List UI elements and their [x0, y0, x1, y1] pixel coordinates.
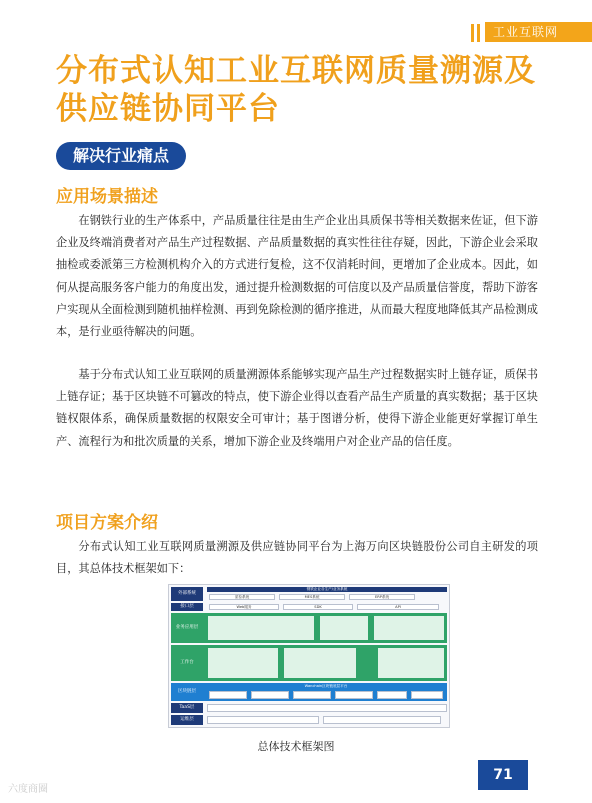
- row-interface: [171, 603, 447, 611]
- blockchain-item: [377, 691, 407, 699]
- blockchain-item: [209, 691, 247, 699]
- external-item: MES系统: [279, 594, 345, 600]
- blockchain-item: [335, 691, 373, 699]
- interface-item: SDK: [283, 604, 353, 610]
- heading-solution: 项目方案介绍: [56, 513, 158, 533]
- business-block: [207, 615, 315, 641]
- business-block: [319, 615, 369, 641]
- blockchain-item: [411, 691, 443, 699]
- interface-item: API: [357, 604, 439, 610]
- row-label: 接口层: [171, 603, 203, 611]
- row-taas: [171, 703, 447, 713]
- row-label: 区块链层: [171, 683, 203, 701]
- taas-bar: [207, 704, 447, 712]
- figure-caption: 总体技术框架图: [257, 740, 335, 753]
- section-tag: 工业互联网: [485, 22, 592, 42]
- business-block: [373, 615, 445, 641]
- section-pill: 解决行业痛点: [56, 142, 186, 170]
- paragraph-3: 分布式认知工业互联网质量溯源及供应链协同平台为上海万向区块链股份公司自主研发的项目，其总体技术框架如下：: [56, 540, 538, 576]
- external-header: 钢铁企业各生产/业务系统: [207, 587, 447, 592]
- row-external: [171, 587, 447, 601]
- ops-item: [207, 716, 319, 724]
- paragraph-1: 在钢铁行业的生产体系中，产品质量往往是由生产企业出具质保书等相关数据来佐证，但下游企业及终端消费者对产品生产过程数据、产品质量数据的真实性往往存疑，因此，下游企业会采取抽检或委派第三方检测机构介入的方式进行复检，这不仅消耗时间，更增加了企业成本。因此，如何从提高服务客户能力的角度出发，通过提升检测数据的可信度以及产品质量信誉度，帮助下游客户实现从全面检测到随机抽样检测、再到免除检测的循序推进，从而最大程度地降低其产品检测成本，是行业亟待解决的问题。: [56, 214, 538, 339]
- workbench-block: [377, 647, 445, 679]
- paragraph-2: 基于分布式认知工业互联网的质量溯源体系能够实现产品生产过程数据实时上链存证，质保书上链存证；基于区块链不可篡改的特点，使下游企业得以查看产品生产质量的真实数据；基于区块链权限体系，确保质量数据的权限安全可审计；基于图谱分析，使得下游企业能更好掌握订单生产、流程行为和批次质量的关系，增加下游企业及终端用户对企业产品的信任度。: [56, 368, 538, 448]
- blockchain-header: Wanchain区块链底层平台: [207, 684, 445, 689]
- workbench-block: [207, 647, 279, 679]
- ops-item: [323, 716, 441, 724]
- external-item: ERP系统: [349, 594, 415, 600]
- blockchain-item: [251, 691, 289, 699]
- interface-item: Web服务: [209, 604, 279, 610]
- row-label: 运维层: [171, 715, 203, 725]
- row-label: 外部系统: [171, 587, 203, 601]
- architecture-diagram: [168, 584, 450, 728]
- row-ops: [171, 715, 447, 725]
- page-number: 71: [478, 760, 528, 790]
- external-item: 质检系统: [209, 594, 275, 600]
- page-title: 分布式认知工业互联网质量溯源及供应链协同平台: [56, 53, 536, 127]
- row-label: 工作台: [171, 645, 203, 681]
- row-workbench: [171, 645, 447, 681]
- row-blockchain: [171, 683, 447, 701]
- watermark: 六度商圈: [8, 784, 48, 795]
- workbench-block: [283, 647, 357, 679]
- row-label: TaaS层: [171, 703, 203, 713]
- blockchain-item: [293, 691, 331, 699]
- workbench-block: [361, 647, 373, 679]
- row-business: [171, 613, 447, 643]
- row-label: 业务应用层: [171, 613, 203, 643]
- heading-scenario: 应用场景描述: [56, 187, 158, 207]
